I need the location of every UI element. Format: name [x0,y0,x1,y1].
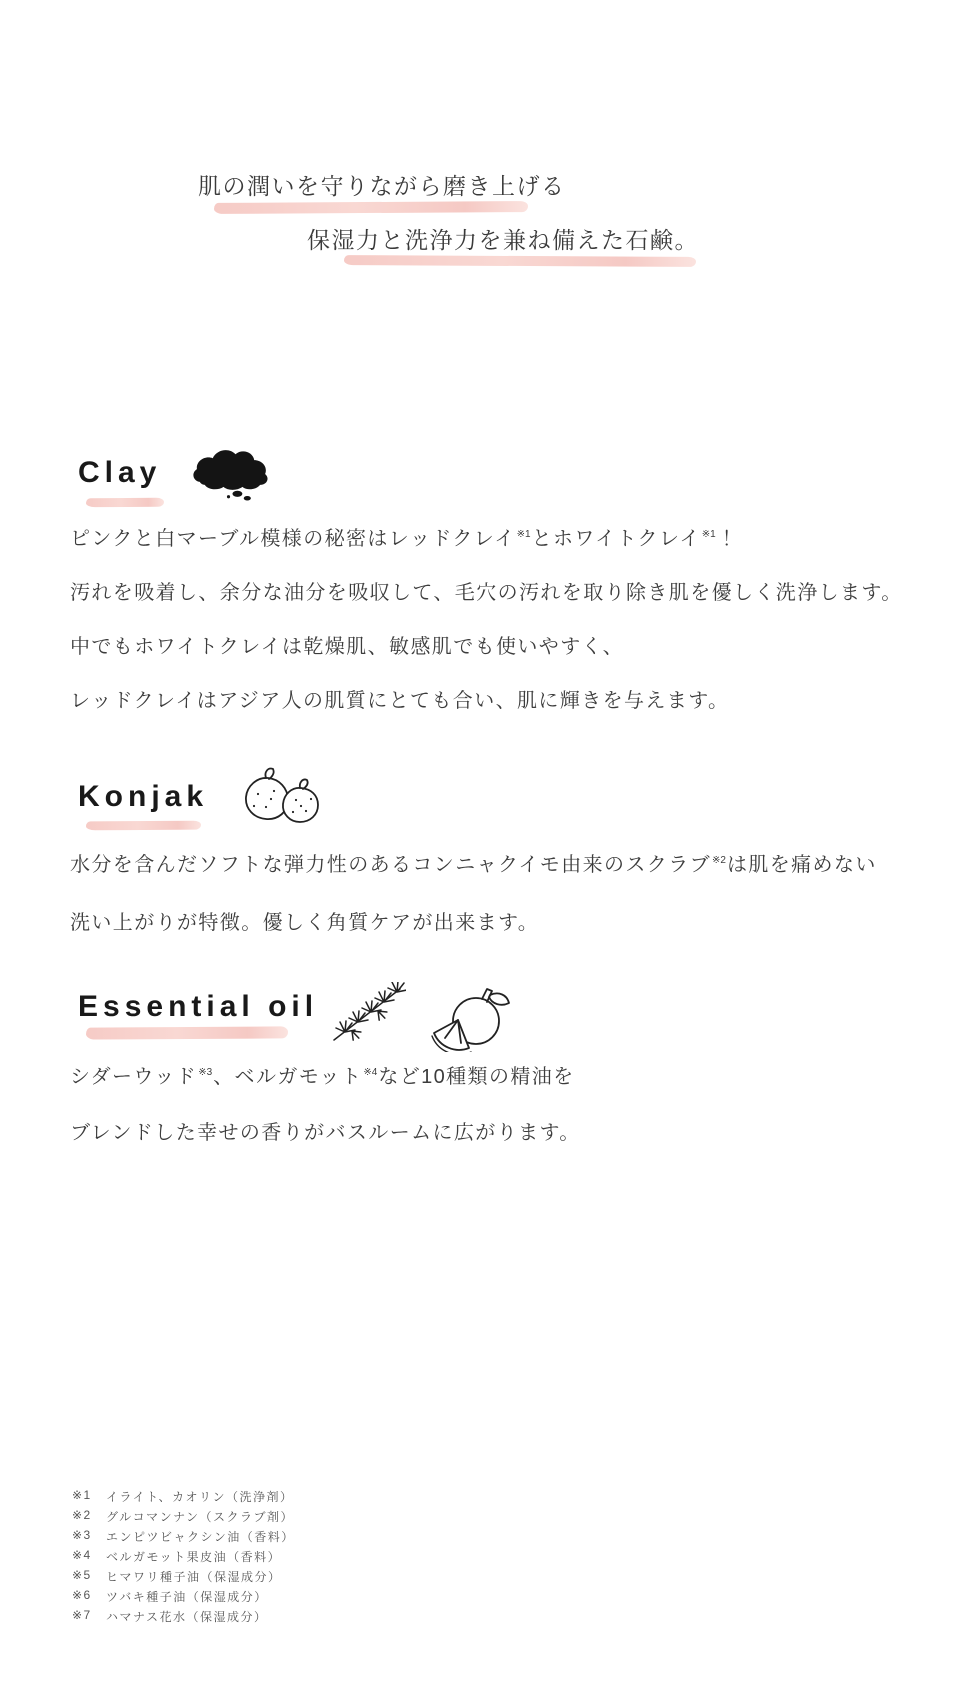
pink-marker-underline-essential-oil [86,1026,288,1039]
footnote-ref: ※7 [72,1608,92,1622]
essential-oil-paragraph-line-2: ブレンドした幸せの香りがバスルームに広がります。 [70,1122,581,1144]
hero-line-2 [307,222,699,255]
footnote-ref-4-marker: ※4 [363,1067,378,1078]
clay-line1-text-c: ！ [716,528,739,550]
hero-line-2-text: 保湿力と洗浄力を兼ね備えた石鹸。 [307,227,699,253]
pink-marker-underline-clay [86,498,164,507]
oil-line1-text-a: シダーウッド [70,1066,198,1088]
essential-oil-section-title [78,990,318,1024]
footnote-text: ベルガモット果皮油（香料） [106,1550,282,1564]
clay-paragraph-line-1 [70,524,903,578]
konjak-line1-text-b: は肌を痛めない [726,854,877,876]
clay-blob-icon [188,446,272,504]
konjak-paragraph-line-2: 洗い上がりが特徴。優しく角質ケアが出来ます。 [70,912,540,934]
footnote-ref: ※1 [72,1488,92,1502]
oil-line1-text-c: など10種類の精油を [378,1066,575,1088]
footnote-item-4 [72,1548,295,1568]
footnote-text: ヒマワリ種子油（保湿成分） [106,1570,282,1584]
footnote-ref-2-marker: ※2 [712,855,726,866]
essential-oil-paragraph [70,1062,581,1174]
footnote-item-1 [72,1488,295,1508]
footnote-text: エンピツビャクシン油（香料） [106,1530,295,1544]
footnote-ref: ※3 [72,1528,92,1542]
oil-line1-text-b: 、ベルガモット [213,1066,363,1088]
footnote-item-7 [72,1608,295,1628]
footnote-item-3 [72,1528,295,1548]
hero-line-1-text: 肌の潤いを守りながら磨き上げる [198,173,566,199]
footnote-text: ハマナス花水（保湿成分） [106,1610,268,1624]
clay-paragraph-line-3: 中でもホワイトクレイは乾燥肌、敏感肌でも使いやすく、 [70,636,624,658]
konjak-paragraph [70,850,877,966]
footnote-text: イライト、カオリン（洗浄剤） [106,1490,294,1504]
bergamot-fruit-icon [424,986,512,1052]
essential-oil-paragraph-line-1 [70,1062,581,1118]
essential-oil-title-text: Essential oil [78,990,319,1023]
footnote-text: グルコマンナン（スクラブ剤） [106,1510,295,1524]
konjak-line1-text-a: 水分を含んだソフトな弾力性のあるコンニャクイモ由来のスクラブ [70,854,711,876]
footnote-ref: ※6 [72,1588,92,1602]
konjak-title-text: Konjak [78,780,209,813]
footnote-item-6 [72,1588,295,1608]
footnotes-list [72,1488,295,1628]
footnote-item-5 [72,1568,295,1588]
cedarwood-branch-icon [328,982,406,1046]
clay-line1-text-a: ピンクと白マーブル模様の秘密はレッドクレイ [70,528,516,550]
clay-section-title [78,456,161,490]
clay-paragraph [70,524,903,740]
footnote-text: ツバキ種子油（保湿成分） [106,1590,268,1604]
pink-marker-underline-hero-1 [214,201,528,214]
footnote-item-2 [72,1508,295,1528]
footnote-ref-3-marker: ※3 [198,1067,213,1078]
konjac-tubers-icon [238,766,328,830]
footnote-ref: ※5 [72,1568,92,1582]
footnote-ref: ※4 [72,1548,92,1562]
footnote-ref-1-marker: ※1 [516,529,531,540]
hero-line-1 [198,168,566,201]
clay-title-text: Clay [78,456,162,489]
footnote-ref: ※2 [72,1508,92,1522]
clay-paragraph-line-4: レッドクレイはアジア人の肌質にとても合い、肌に輝きを与えます。 [70,690,730,712]
konjak-section-title [78,780,208,814]
clay-paragraph-line-2: 汚れを吸着し、余分な油分を吸収して、毛穴の汚れを取り除き肌を優しく洗浄します。 [70,582,903,604]
pink-marker-underline-hero-2 [344,255,696,267]
clay-line1-text-b: とホワイトクレイ [531,528,701,550]
konjak-paragraph-line-1 [70,850,877,908]
footnote-ref-1-marker: ※1 [701,529,716,540]
pink-marker-underline-konjak [86,821,201,831]
